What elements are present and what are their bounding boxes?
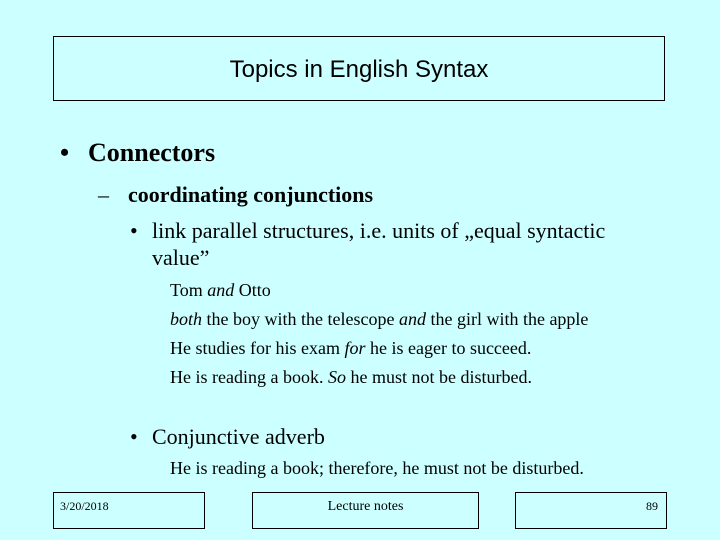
footer-page-number: 89	[515, 492, 667, 529]
example-text: Tom	[170, 280, 208, 300]
bullet-icon: •	[130, 218, 138, 243]
point-conjunctive-adverb-text: Conjunctive adverb	[152, 424, 325, 449]
example-for	[170, 338, 531, 359]
example-text: he must not be disturbed.	[345, 367, 532, 387]
bullet-connectors-text: Connectors	[88, 138, 216, 167]
bullet-connectors	[60, 138, 215, 168]
footer-date: 3/20/2018	[53, 492, 205, 529]
bullet-icon: •	[130, 424, 138, 449]
sub-coordinating-conjunctions	[98, 182, 373, 208]
example-italic: for	[344, 338, 366, 358]
bullet-icon: •	[60, 138, 70, 167]
point-conjunctive-adverb	[130, 424, 325, 450]
example-therefore: He is reading a book; therefore, he must not be disturbed.	[170, 458, 584, 478]
slide-title: Topics in English Syntax	[229, 55, 489, 83]
example-italic: So	[327, 367, 346, 387]
example-text: he is eager to succeed.	[365, 338, 532, 358]
example-text: Otto	[234, 280, 271, 300]
example-so	[170, 367, 532, 388]
sub-coordinating-text: coordinating conjunctions	[128, 182, 374, 207]
point-link-parallel-line2: value”	[152, 245, 210, 270]
example-italic: and	[398, 309, 426, 329]
dash-icon: –	[98, 182, 109, 207]
example-tom-and-otto	[170, 280, 271, 301]
footer-notes: Lecture notes	[252, 492, 479, 529]
point-link-parallel-line1: link parallel structures, i.e. units of „equal syntactic	[152, 218, 606, 243]
example-text: He studies for his exam	[170, 338, 345, 358]
example-text: the girl with the apple	[425, 309, 589, 329]
example-text: He is reading a book.	[170, 367, 328, 387]
title-box	[53, 36, 665, 101]
point-link-parallel	[130, 217, 605, 245]
example-both-and	[170, 309, 588, 330]
example-italic: both	[170, 309, 203, 329]
example-text: the boy with the telescope	[202, 309, 399, 329]
example-italic: and	[207, 280, 235, 300]
